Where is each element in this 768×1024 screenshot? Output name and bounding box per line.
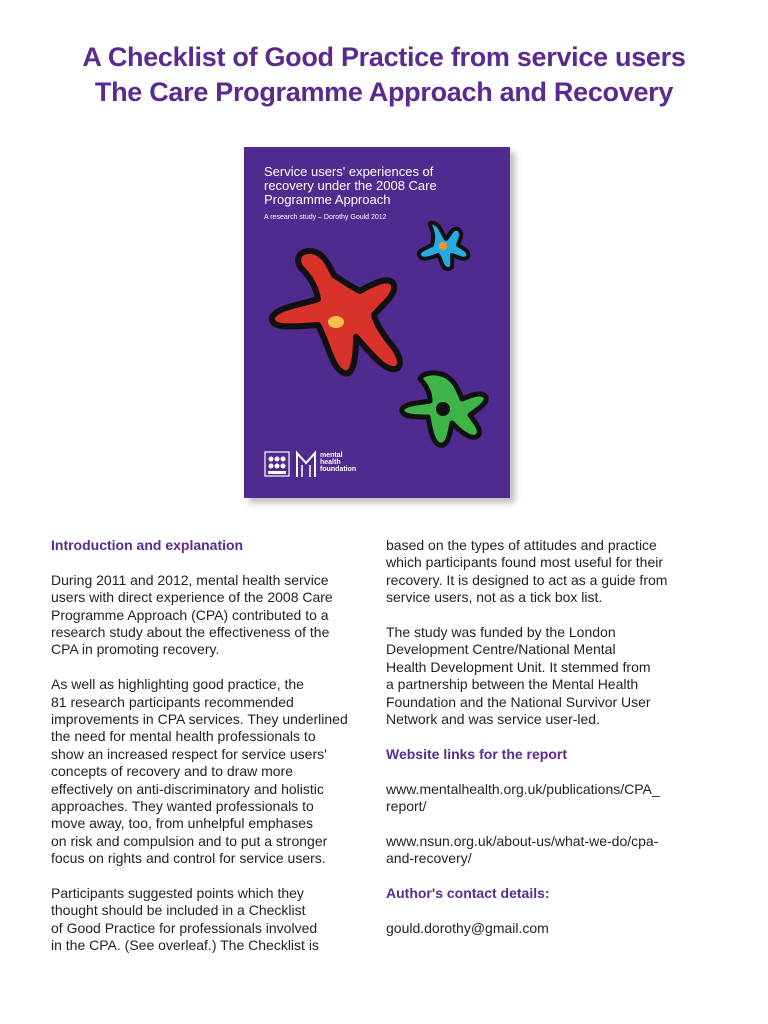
intro-paragraph — [51, 572, 371, 659]
text-line: thought should be included in a Checklist — [51, 902, 306, 919]
report-link-nsun[interactable] — [386, 833, 716, 868]
link-line[interactable]: and-recovery/ — [386, 850, 472, 867]
contact-heading: Author's contact details: — [386, 885, 550, 902]
text-line: focus on rights and control for service users. — [51, 850, 326, 867]
right-column — [386, 537, 716, 955]
text-line: effectively on anti-discriminatory and holistic — [51, 780, 324, 797]
blue-star-center — [439, 242, 447, 250]
red-star-shape — [272, 251, 400, 373]
cover-title — [264, 165, 474, 207]
mhf-logo-text — [320, 452, 356, 473]
text-line: CPA in promoting recovery. — [51, 641, 220, 658]
text-line: users with direct experience of the 2008 Care — [51, 589, 333, 606]
mental-health-foundation-logo — [294, 449, 318, 479]
mhf-logo-word: mental — [320, 452, 343, 459]
text-line: recovery. It is designed to act as a guide from — [386, 571, 668, 588]
text-line: show an increased respect for service users' — [51, 745, 327, 762]
text-line: The study was funded by the London — [386, 624, 616, 641]
text-line: Network and was service user-led. — [386, 711, 600, 728]
text-line: improvements in CPA services. They underlined — [51, 711, 348, 728]
checklist-continued-paragraph — [386, 537, 716, 607]
text-line: As well as highlighting good practice, the — [51, 676, 304, 693]
text-line: based on the types of attitudes and practice — [386, 537, 657, 553]
intro-heading: Introduction and explanation — [51, 537, 244, 553]
report-link-mentalhealth[interactable] — [386, 781, 716, 816]
page-title — [0, 40, 768, 110]
mhf-logo-word: health — [320, 459, 341, 466]
text-line: During 2011 and 2012, mental health service — [51, 571, 329, 588]
cover-subtitle: A research study – Dorothy Gould 2012 — [264, 214, 387, 221]
mhf-logo-word: foundation — [320, 466, 357, 473]
website-links-heading: Website links for the report — [386, 745, 567, 762]
contact-email[interactable]: gould.dorothy@gmail.com — [386, 919, 549, 936]
text-line: Participants suggested points which they — [51, 885, 304, 902]
text-line: Health Development Unit. It stemmed from — [386, 658, 651, 675]
text-line: Programme Approach (CPA) contributed to a — [51, 606, 329, 623]
funding-paragraph — [386, 624, 716, 728]
link-line[interactable]: www.mentalhealth.org.uk/publications/CPA_ — [386, 780, 660, 797]
text-line: in the CPA. (See overleaf.) The Checklist is — [51, 937, 319, 954]
text-line: 81 research participants recommended — [51, 693, 294, 710]
text-line: of Good Practice for professionals involved — [51, 919, 318, 936]
title-line-1: A Checklist of Good Practice from service users — [82, 42, 686, 72]
cover-title-line: recovery under the 2008 Care — [264, 178, 437, 193]
text-line: move away, too, from unhelpful emphases — [51, 815, 313, 832]
green-star-center — [436, 402, 450, 416]
report-cover-image — [244, 147, 510, 498]
text-line: service users, not as a tick box list. — [386, 589, 603, 606]
cover-title-line: Service users' experiences of — [264, 164, 434, 179]
text-line: the need for mental health professionals to — [51, 728, 316, 745]
text-line: on risk and compulsion and to put a stronger — [51, 832, 328, 849]
good-practice-paragraph — [51, 676, 371, 867]
link-line[interactable]: report/ — [386, 798, 427, 815]
text-line: approaches. They wanted professionals to — [51, 798, 314, 815]
text-line: concepts of recovery and to draw more — [51, 763, 294, 780]
title-line-2: The Care Programme Approach and Recovery — [94, 77, 674, 107]
cover-title-line: Programme Approach — [264, 192, 391, 207]
checklist-paragraph — [51, 885, 371, 955]
nsun-logo — [264, 451, 290, 479]
text-line: Foundation and the National Survivor User — [386, 693, 651, 710]
text-line: Development Centre/National Mental — [386, 641, 616, 658]
text-line: a partnership between the Mental Health — [386, 676, 639, 693]
link-line[interactable]: www.nsun.org.uk/about-us/what-we-do/cpa- — [386, 832, 659, 849]
left-column — [51, 537, 371, 972]
text-line: research study about the effectiveness of the — [51, 624, 330, 641]
text-line: which participants found most useful for their — [386, 554, 664, 571]
red-star-center — [328, 316, 344, 328]
